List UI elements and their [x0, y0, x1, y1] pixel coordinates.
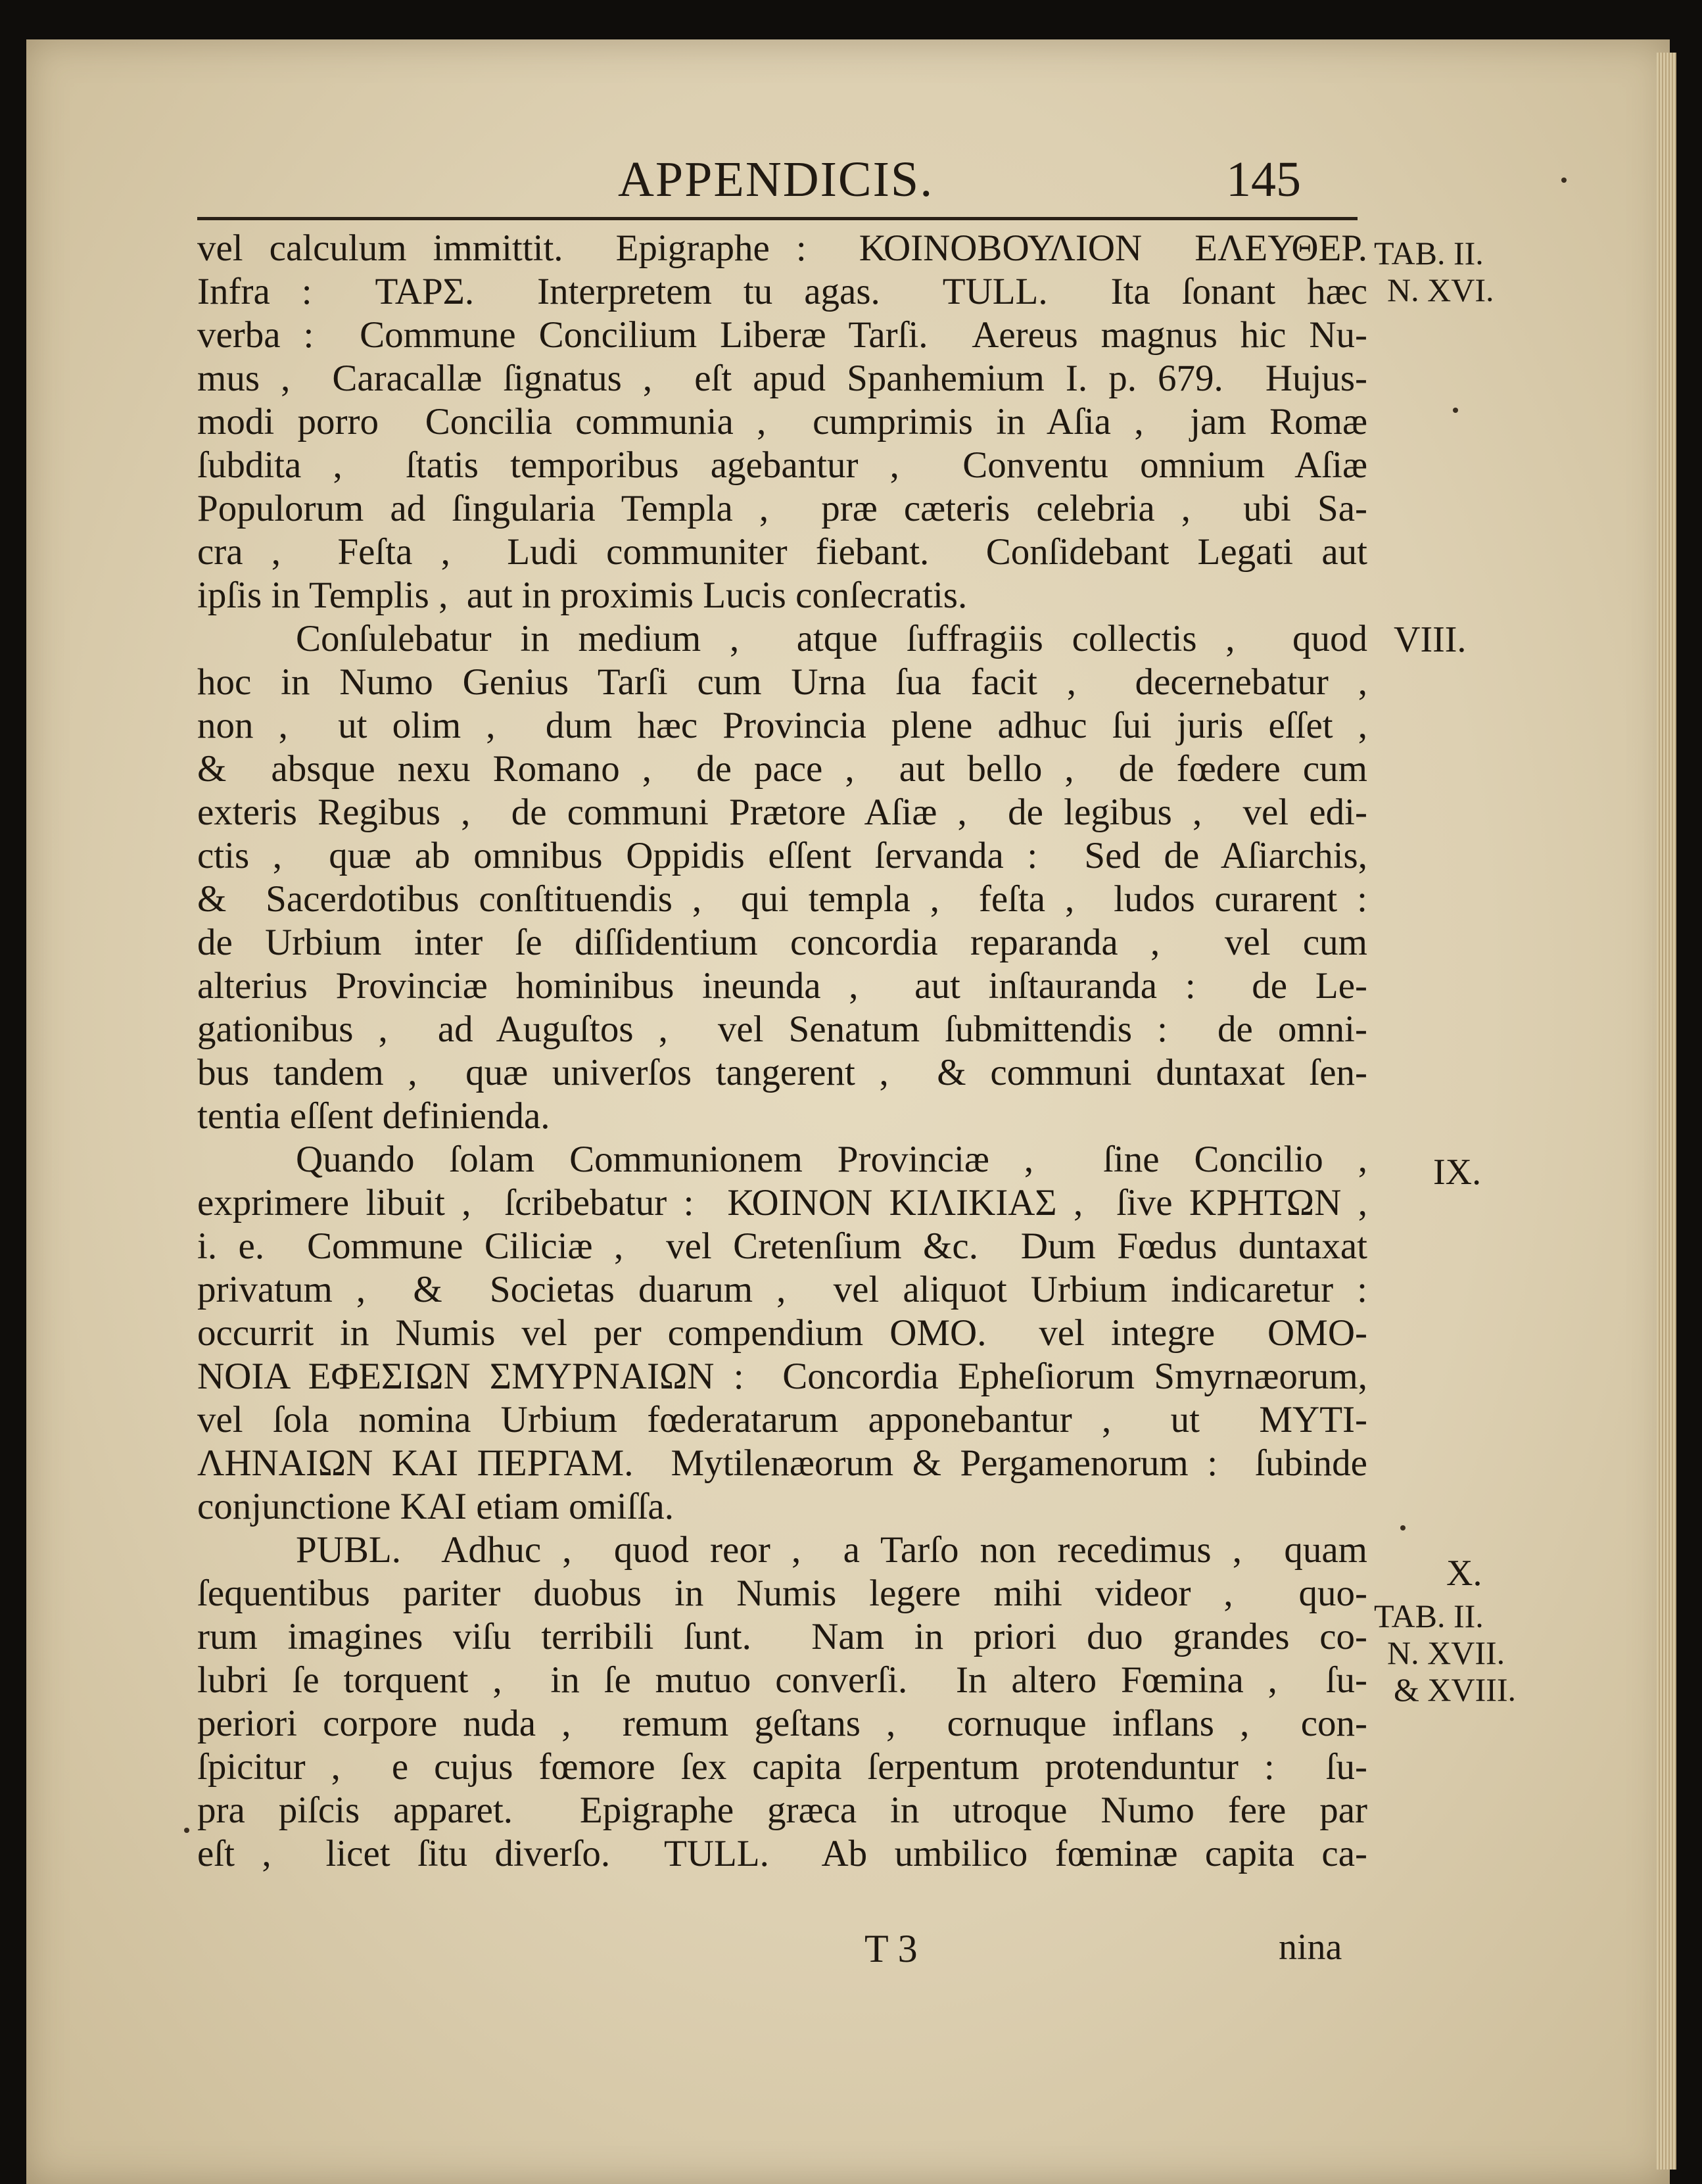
text-line: rum imagines viſu terribili ſunt. Nam in priori duo grandes co- — [197, 1616, 1367, 1657]
header-rule — [197, 217, 1358, 220]
body-text — [197, 227, 1367, 1876]
catchword: nina — [1279, 1927, 1342, 1968]
margin-note-x: X. — [1446, 1553, 1482, 1594]
running-head: APPENDICIS. — [618, 152, 934, 207]
text-line: privatum , & Societas duarum , vel aliquot Urbium indicaretur : — [197, 1269, 1367, 1310]
text-line: i. e. Commune Ciliciæ , vel Cretenſium &c. Dum Fœdus duntaxat — [197, 1225, 1367, 1267]
text-line: non , ut olim , dum hæc Provincia plene adhuc ſui juris eſſet , — [197, 705, 1367, 746]
text-line: vel ſola nomina Urbium fœderatarum apponebantur , ut ΜΥΤΙ- — [197, 1399, 1367, 1440]
margin-note-xviii: & XVIII. — [1394, 1671, 1517, 1708]
text-line: occurrit in Numis vel per compendium ΟΜΟ. vel integre ΟΜΟ- — [197, 1312, 1367, 1354]
text-line: cra , Feſta , Ludi communiter fiebant. Conſidebant Legati aut — [197, 531, 1367, 573]
margin-note-tab-ii-second: TAB. II. — [1374, 1598, 1484, 1634]
margin-note-n-xvi: N. XVI. — [1387, 272, 1494, 308]
text-line: gationibus , ad Auguſtos , vel Senatum ſubmittendis : de omni- — [197, 1009, 1367, 1050]
margin-note-tab-ii: TAB. II. — [1374, 235, 1484, 272]
ink-speck — [1561, 178, 1567, 183]
ink-speck — [184, 1828, 189, 1833]
text-line: hoc in Numo Genius Tarſi cum Urna ſua facit , decernebatur , — [197, 661, 1367, 703]
text-line: & absque nexu Romano , de pace , aut bello , de fœdere cum — [197, 748, 1367, 790]
text-line: exteris Regibus , de communi Prætore Aſiæ , de legibus , vel edi- — [197, 792, 1367, 833]
text-line: ΛΗΝΑΙΩΝ ΚΑΙ ΠΕΡΓΑΜ. Mytilenæorum & Pergamenorum : ſubinde — [197, 1442, 1367, 1484]
text-line: ſequentibus pariter duobus in Numis legere mihi videor , quo- — [197, 1573, 1367, 1614]
text-line: lubri ſe torquent , in ſe mutuo converſi. In altero Fœmina , ſu- — [197, 1659, 1367, 1701]
margin-note-ix: IX. — [1433, 1152, 1482, 1193]
text-line: periori corpore nuda , remum geſtans , cornuque inflans , con- — [197, 1703, 1367, 1744]
text-line: alterius Provinciæ hominibus ineunda , aut inſtauranda : de Le- — [197, 965, 1367, 1007]
text-line: PUBL. Adhuc , quod reor , a Tarſo non recedimus , quam — [296, 1529, 1367, 1571]
text-line: Conſulebatur in medium , atque ſuffragiis collectis , quod — [296, 618, 1367, 659]
margin-note-viii: VIII. — [1394, 619, 1467, 660]
text-line: & Sacerdotibus conſtituendis , qui templa , feſta , ludos curarent : — [197, 878, 1367, 920]
text-line: vel calculum immittit. Epigraphe : ΚΟΙΝΟΒΟΥΛΙΟΝ ΕΛΕΥΘΕΡ. — [197, 227, 1367, 269]
page-fore-edge — [1657, 53, 1676, 2170]
text-line: ſubdita , ſtatis temporibus agebantur , Conventu omnium Aſiæ — [197, 444, 1367, 486]
text-line: de Urbium inter ſe diſſidentium concordia reparanda , vel cum — [197, 922, 1367, 963]
text-line: mus , Caracallæ ſignatus , eſt apud Spanhemium I. p. 679. Hujus- — [197, 358, 1367, 399]
text-line: modi porro Concilia communia , cumprimis in Aſia , jam Romæ — [197, 401, 1367, 442]
text-line: verba : Commune Concilium Liberæ Tarſi. Aereus magnus hic Nu- — [197, 314, 1367, 356]
text-line: ctis , quæ ab omnibus Oppidis eſſent ſervanda : Sed de Aſiarchis, — [197, 835, 1367, 876]
ink-speck — [1453, 408, 1458, 413]
text-line: pra piſcis apparet. Epigraphe græca in utroque Numo fere par — [197, 1790, 1367, 1831]
text-line: Populorum ad ſingularia Templa , præ cæteris celebria , ubi Sa- — [197, 488, 1367, 529]
text-line: tentia eſſent definienda. — [197, 1095, 550, 1137]
text-line: ipſis in Templis , aut in proximis Lucis conſecratis. — [197, 575, 968, 616]
text-line: exprimere libuit , ſcribebatur : ΚΟΙΝΟΝ ΚΙΛΙΚΙΑΣ , ſive ΚΡΗΤΩΝ , — [197, 1182, 1367, 1223]
text-line: bus tandem , quæ univerſos tangerent , & communi duntaxat ſen- — [197, 1052, 1367, 1093]
signature-mark: T 3 — [864, 1927, 918, 1970]
margin-note-n-xvii: N. XVII. — [1387, 1634, 1505, 1671]
text-line: ſpicitur , e cujus fœmore ſex capita ſerpentum protenduntur : ſu- — [197, 1746, 1367, 1788]
ink-speck — [1400, 1525, 1406, 1531]
text-line: Quando ſolam Communionem Provinciæ , ſine Concilio , — [296, 1139, 1367, 1180]
text-line: ΝΟΙΑ ΕΦΕΣΙΩΝ ΣΜΥΡΝΑΙΩΝ : Concordia Epheſiorum Smyrnæorum, — [197, 1356, 1367, 1397]
page-number: 145 — [1226, 152, 1301, 207]
text-line: conjunctione ΚΑΙ etiam omiſſa. — [197, 1486, 674, 1527]
text-line: Infra : ΤΑΡΣ. Interpretem tu agas. TULL. Ita ſonant hæc — [197, 271, 1367, 312]
text-line: eſt , licet ſitu diverſo. TULL. Ab umbilico fœminæ capita ca- — [197, 1833, 1367, 1874]
